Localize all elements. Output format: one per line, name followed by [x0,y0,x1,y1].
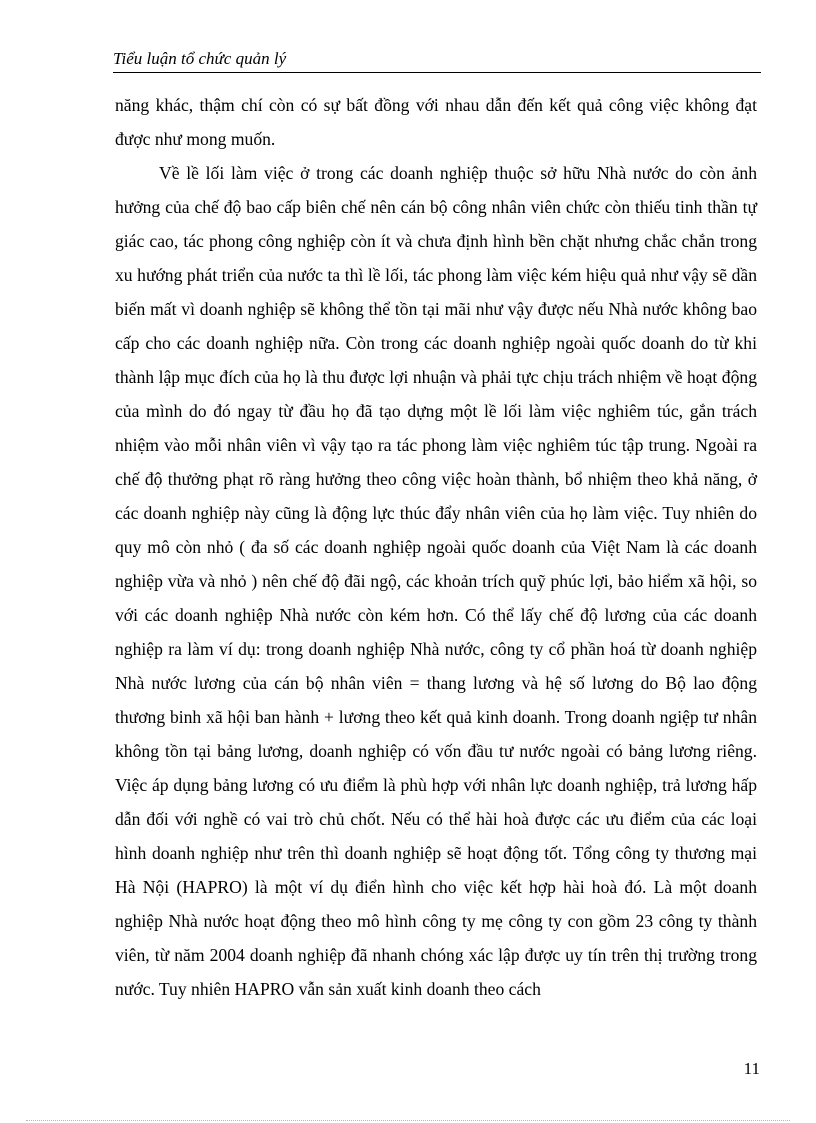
paragraph: Về lề lối làm việc ở trong các doanh nghiệp thuộc sở hữu Nhà nước do còn ảnh hưởng của chế độ bao cấp biên chế nên cán bộ công nhân viên chức còn thiếu tinh thần tự giác cao, tác phong công nghiệp còn ít và chưa định hình bền chặt nhưng chắc chắn trong xu hướng phát triển của nước ta thì lề lối, tác phong làm việc kém hiệu quả như vậy sẽ dần biến mất vì doanh nghiệp sẽ không thể tồn tại mãi như vậy được nếu Nhà nước không bao cấp cho các doanh nghiệp nữa. Còn trong các doanh nghiệp ngoài quốc doanh do từ khi thành lập mục đích của họ là thu được lợi nhuận và phải tực chịu trách nhiệm về hoạt động của mình do đó ngay từ đầu họ đã tạo dựng một lề lối làm việc nghiêm túc, gắn trách nhiệm vào mỗi nhân viên vì vậy tạo ra tác phong làm việc nghiêm túc tập trung. Ngoài ra chế độ thưởng phạt rõ ràng hưởng theo công việc hoàn thành, bổ nhiệm theo khả năng, ở các doanh nghiệp này cũng là động lực thúc đẩy nhân viên của họ làm việc. Tuy nhiên do quy mô còn nhỏ ( đa số các doanh nghiệp ngoài quốc doanh của Việt Nam là các doanh nghiệp vừa và nhỏ ) nên chế độ đãi ngộ, các khoản trích quỹ phúc lợi, bảo hiểm xã hội, so với các doanh nghiệp Nhà nước còn kém hơn. Có thể lấy chế độ lương của các doanh nghiệp ra làm ví dụ: trong doanh nghiệp Nhà nước, công ty cổ phần hoá từ doanh nghiệp Nhà nước lương của cán bộ nhân viên = thang lương và hệ số lương do Bộ lao động thương binh xã hội ban hành + lương theo kết quả kinh doanh. Trong doanh ngiệp tư nhân không tồn tại bảng lương, doanh nghiệp có vốn đầu tư nước ngoài có bảng lương riêng. Việc áp dụng bảng lương có ưu điểm là phù hợp với nhân lực doanh nghiệp, trả lương hấp dẫn đối với nghề có vai trò chủ chốt. Nếu có thể hài hoà được các ưu điểm của các loại hình doanh nghiệp như trên thì doanh nghiệp sẽ hoạt động tốt. Tổng công ty thương mại Hà Nội (HAPRO) là một ví dụ điển hình cho việc kết hợp hài hoà đó. Là một doanh nghiệp Nhà nước hoạt động theo mô hình công ty mẹ công ty con gồm 23 công ty thành viên, từ năm 2004 doanh nghiệp đã nhanh chóng xác lập được uy tín trên thị trường trong nước. Tuy nhiên HAPRO vẫn sản xuất kinh doanh theo cách [115,163,757,999]
page-header: Tiểu luận tổ chức quản lý [113,49,287,68]
page-bottom-border [26,1120,790,1121]
page-number: 11 [743,1059,760,1078]
document-body [115,88,757,1006]
paragraph: năng khác, thậm chí còn có sự bất đồng với nhau dẫn đến kết quả công việc không đạt được như mong muốn. [115,95,757,149]
header-divider [113,72,761,73]
